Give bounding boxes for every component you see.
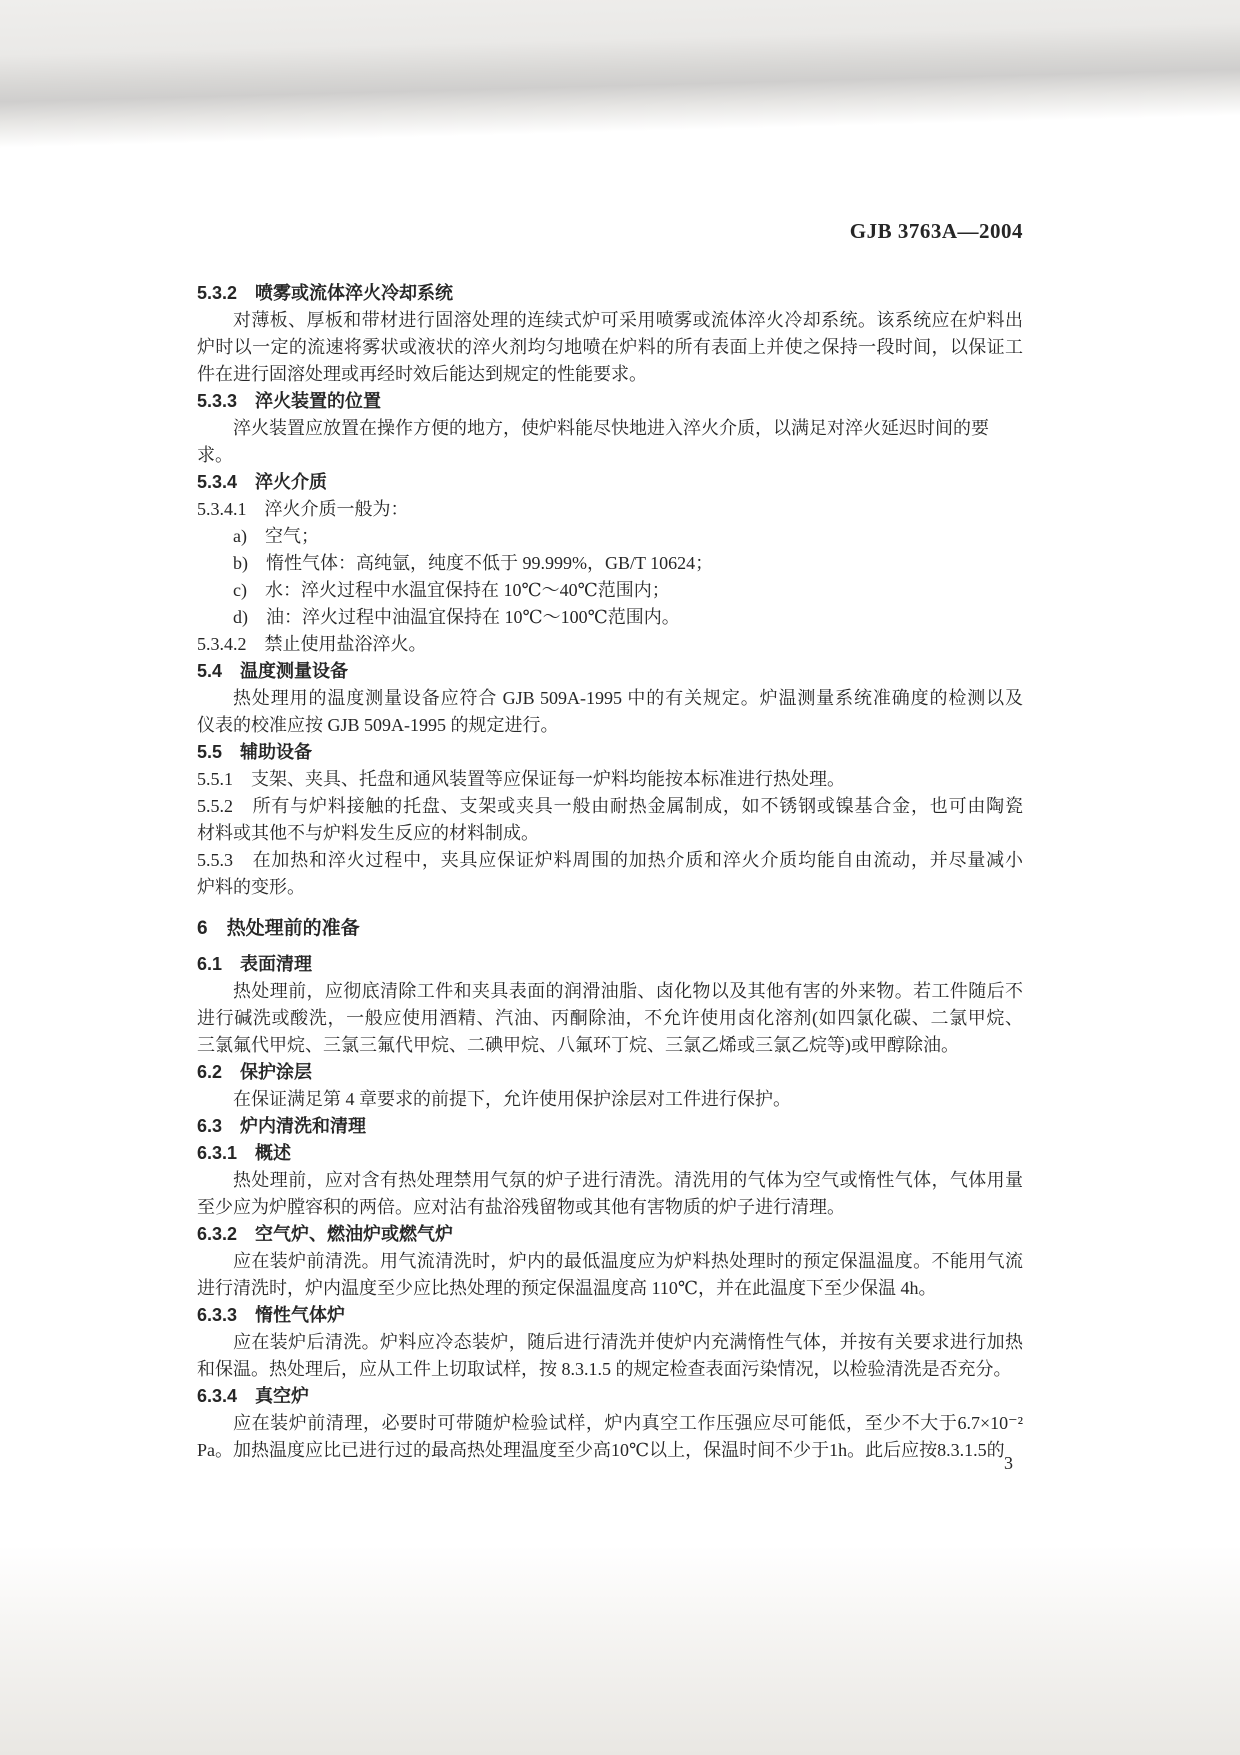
- text-line: 进行碱洗或酸洗，一般应使用酒精、汽油、丙酮除油，不允许使用卤化溶剂(如四氯化碳、二氯甲烷、: [197, 1008, 1023, 1028]
- paragraph-6-3-2: [197, 1248, 1023, 1302]
- text-line: 至少应为炉膛容积的两倍。应对沾有盐浴残留物或其他有害物质的炉子进行清理。: [197, 1197, 845, 1217]
- clause-5-5-3: [197, 847, 1023, 901]
- standard-number: GJB 3763A—2004: [849, 219, 1023, 243]
- heading-6-3: 6.3 炉内清洗和清理: [197, 1116, 367, 1136]
- text-line: Pa。加热温度应比已进行过的最高热处理温度至少高10℃以上，保温时间不少于1h。此后应按8.3.1.5的: [197, 1440, 1005, 1460]
- text-line: 热处理用的温度测量设备应符合 GJB 509A-1995 中的有关规定。炉温测量系统准确度的检测以及: [233, 688, 1023, 708]
- heading-5-4: 5.4 温度测量设备: [197, 661, 349, 681]
- text-line: 炉料的变形。: [197, 877, 305, 897]
- text-line: 应在装炉前清理，必要时可带随炉检验试样，炉内真空工作压强应尽可能低，至少不大于6.7×10⁻²: [233, 1413, 1023, 1433]
- heading-6-3-3: 6.3.3 惰性气体炉: [197, 1305, 346, 1325]
- scan-artifact-top: [0, 0, 1240, 150]
- heading-6-3-4: 6.3.4 真空炉: [197, 1386, 310, 1406]
- paragraph-5-3-3: [197, 415, 1023, 469]
- clause-5-5-2: [197, 793, 1023, 847]
- scan-artifact-bottom: [0, 1545, 1240, 1755]
- heading-5-5: 5.5 辅助设备: [197, 742, 313, 762]
- paragraph-6-3-3: [197, 1329, 1023, 1383]
- paragraph-6-2: [197, 1086, 1023, 1113]
- paragraph-6-3-1: [197, 1167, 1023, 1221]
- heading-5-3-3: 5.3.3 淬火装置的位置: [197, 391, 382, 411]
- clause-5-3-4-2: 5.3.4.2 禁止使用盐浴淬火。: [197, 634, 427, 654]
- text-line: 5.5.3 在加热和淬火过程中，夹具应保证炉料周围的加热介质和淬火介质均能自由流动，并尽量减小: [197, 850, 1023, 870]
- text-line: 热处理前，应彻底清除工件和夹具表面的润滑油脂、卤化物以及其他有害的外来物。若工件随后不: [233, 981, 1023, 1001]
- chapter-heading-6: 6 热处理前的准备: [197, 918, 360, 939]
- page-body: [197, 218, 1023, 1464]
- text-line: 5.5.2 所有与炉料接触的托盘、支架或夹具一般由耐热金属制成，如不锈钢或镍基合金，也可由陶瓷: [197, 796, 1023, 816]
- heading-6-2: 6.2 保护涂层: [197, 1062, 313, 1082]
- heading-5-3-4: 5.3.4 淬火介质: [197, 472, 328, 492]
- text-line: 淬火装置应放置在操作方便的地方，使炉料能尽快地进入淬火介质，以满足对淬火延迟时间的要求。: [197, 418, 989, 465]
- clause-5-3-4-1: 5.3.4.1 淬火介质一般为：: [197, 499, 409, 519]
- text-line: 热处理前，应对含有热处理禁用气氛的炉子进行清洗。清洗用的气体为空气或惰性气体，气体用量: [233, 1170, 1023, 1190]
- list-item-c: c) 水：淬火过程中水温宜保持在 10℃～40℃范围内；: [233, 580, 670, 600]
- paragraph-5-3-2: [197, 307, 1023, 388]
- heading-5-3-2: 5.3.2 喷雾或流体淬火冷却系统: [197, 283, 454, 303]
- page-number: 3: [1004, 1453, 1013, 1473]
- heading-6-3-2: 6.3.2 空气炉、燃油炉或燃气炉: [197, 1224, 454, 1244]
- paragraph-6-1: [197, 978, 1023, 1059]
- text-line: 材料或其他不与炉料发生反应的材料制成。: [197, 823, 539, 843]
- text-line: 应在装炉前清洗。用气流清洗时，炉内的最低温度应为炉料热处理时的预定保温温度。不能用气流: [233, 1251, 1023, 1271]
- paragraph-6-3-4: [197, 1410, 1023, 1464]
- text-line: 件在进行固溶处理或再经时效后能达到规定的性能要求。: [197, 364, 647, 384]
- text-line: 在保证满足第 4 章要求的前提下，允许使用保护涂层对工件进行保护。: [233, 1089, 791, 1109]
- text-line: 三氯氟代甲烷、三氯三氟代甲烷、二碘甲烷、八氟环丁烷、三氯乙烯或三氯乙烷等)或甲醇除油。: [197, 1035, 959, 1055]
- text-line: 进行清洗时，炉内温度至少应比热处理的预定保温温度高 110℃，并在此温度下至少保温 4h。: [197, 1278, 937, 1298]
- text-line: 应在装炉后清洗。炉料应冷态装炉，随后进行清洗并使炉内充满惰性气体，并按有关要求进行加热: [233, 1332, 1023, 1352]
- list-item-b: b) 惰性气体：高纯氩，纯度不低于 99.999%，GB/T 10624；: [233, 553, 714, 573]
- list-item-a: a) 空气；: [233, 526, 319, 546]
- text-line: 和保温。热处理后，应从工件上切取试样，按 8.3.1.5 的规定检查表面污染情况，以检验清洗是否充分。: [197, 1359, 1012, 1379]
- text-line: 对薄板、厚板和带材进行固溶处理的连续式炉可采用喷雾或流体淬火冷却系统。该系统应在炉料出: [233, 310, 1023, 330]
- heading-6-3-1: 6.3.1 概述: [197, 1143, 292, 1163]
- list-item-d: d) 油：淬火过程中油温宜保持在 10℃～100℃范围内。: [233, 607, 680, 627]
- text-line: 仪表的校准应按 GJB 509A-1995 的规定进行。: [197, 715, 559, 735]
- paragraph-5-4: [197, 685, 1023, 739]
- text-line: 炉时以一定的流速将雾状或液状的淬火剂均匀地喷在炉料的所有表面上并使之保持一段时间，以保证工: [197, 337, 1023, 357]
- heading-6-1: 6.1 表面清理: [197, 954, 313, 974]
- clause-5-5-1: 5.5.1 支架、夹具、托盘和通风装置等应保证每一炉料均能按本标准进行热处理。: [197, 769, 845, 789]
